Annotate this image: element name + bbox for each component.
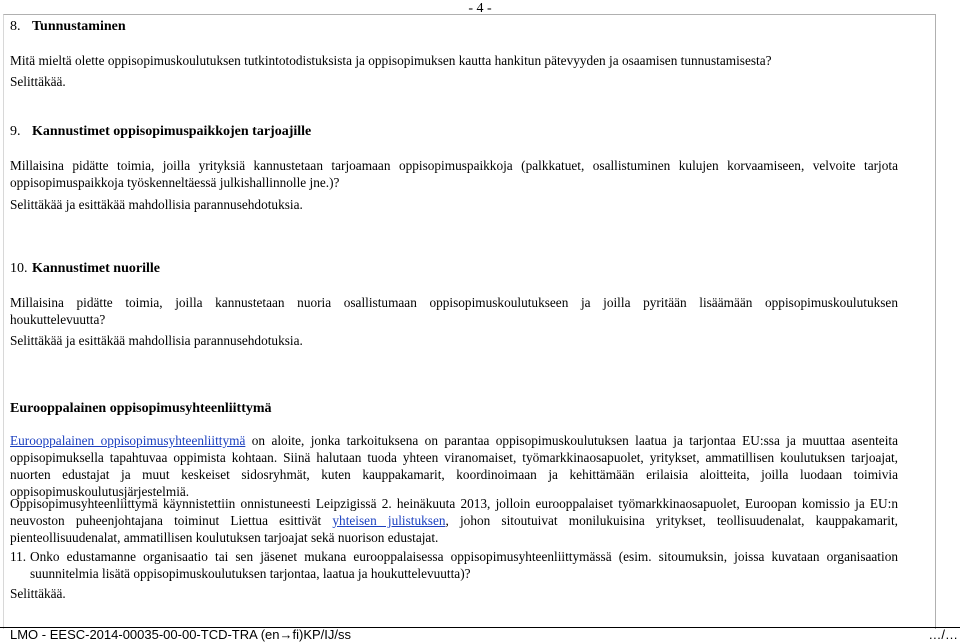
page-continuation: …/… <box>928 627 958 642</box>
section-8-title: Tunnustaminen <box>32 19 126 34</box>
section-11-question <box>10 548 898 582</box>
alliance-paragraph-1-line-1 <box>10 432 898 449</box>
alliance-paragraph-1-line-3: nuorten edustajat ja muut keskeiset sidosryhmät, kuten kauppakamarit, koordinoimaan ja kehittämään erilaisia aloitteita, joilla luodaan toimivia <box>10 467 898 482</box>
section-10-question-line-1: Millaisina pidätte toimia, joilla kannustetaan nuoria osallistumaan oppisopimuskoulutukseen ja joilla pyritään lisäämään oppisopimuskoulutuksen <box>10 295 898 310</box>
alliance-paragraph-1 <box>10 432 898 500</box>
alliance-paragraph-2-line-2-text-a: neuvoston puheenjohtajana toiminut Liettua esittivät <box>10 513 333 528</box>
alliance-title: Eurooppalainen oppisopimusyhteenliittymä <box>10 401 272 416</box>
section-11-number: 11. <box>10 549 27 564</box>
alliance-paragraph-1-line-2: oppisopimuksella tapahtuvaa oppimista kohtaan. Siinä halutaan tuoda yhteen viranomaiset, työmarkkinaosapuolet, yritykset, ammatillisen koulutuksen tarjoajat, <box>10 450 898 465</box>
alliance-paragraph-2-line-3: pienteollisuudenalat, ammatillisen koulutuksen tarjoajat sekä nuorison edustajat. <box>10 530 439 545</box>
section-10-title: Kannustimet nuorille <box>32 261 160 276</box>
alliance-paragraph-1-line-4: oppisopimuskoulutusjärjestelmiä. <box>10 484 190 499</box>
alliance-paragraph-1-line-1-text: on aloite, jonka tarkoituksena on parantaa oppisopimuskoulutuksen laatua ja tarjontaa EU:ssa ja muuttaa asenteita <box>245 433 898 448</box>
section-10-heading <box>10 260 160 278</box>
section-11-instruction: Selittäkää. <box>10 586 66 601</box>
alliance-paragraph-2-line-1: Oppisopimusyhteenliittymä käynnistettiin onnistuneesti Leipzigissä 2. heinäkuuta 2013, jolloin eurooppalaiset työmarkkinaosapuolet, Euroopan komissio ja EU:n <box>10 496 898 511</box>
section-8-instruction: Selittäkää. <box>10 74 66 89</box>
joint-declaration-link[interactable]: yhteisen julistuksen <box>332 513 446 528</box>
section-9-instruction: Selittäkää ja esittäkää mahdollisia parannusehdotuksia. <box>10 197 303 212</box>
section-10-number: 10. <box>10 261 28 276</box>
alliance-paragraph-2-line-2 <box>10 512 898 529</box>
alliance-paragraph-2-line-2-text-b: , johon sitoutuivat monilukuisina yritykset, teollisuudenalat, kauppakamarit, <box>445 513 898 528</box>
section-9-heading <box>10 123 311 141</box>
section-10-instruction: Selittäkää ja esittäkää mahdollisia parannusehdotuksia. <box>10 333 303 348</box>
alliance-link[interactable]: Eurooppalainen oppisopimusyhteenliittymä <box>10 433 246 448</box>
section-8-heading <box>10 18 126 36</box>
section-9-number: 9. <box>10 124 21 139</box>
page-number: - 4 - <box>468 1 492 16</box>
section-9-question-line-1: Millaisina pidätte toimia, joilla yrityksiä kannustetaan tarjoamaan oppisopimuspaikkoja (palkkatuet, osallistuminen kulujen korvaamiseen, velvoite tarjota <box>10 158 898 173</box>
document-reference: LMO - EESC-2014-00035-00-00-TCD-TRA (en→fi)KP/IJ/ss <box>10 627 351 642</box>
section-8-question: Mitä mieltä olette oppisopimuskoulutuksen tutkintotodistuksista ja oppisopimuksen kautta hankitun pätevyyden ja osaamisen tunnustamisesta? <box>10 53 772 68</box>
section-8-number: 8. <box>10 19 21 34</box>
section-9-question-line-2: oppisopimuspaikkoja työskenneltäessä julkishallinnolle jne.)? <box>10 175 340 190</box>
section-9-question <box>10 157 898 191</box>
section-10-question <box>10 294 898 328</box>
section-11-question-line-2: suunnitelmia lisätä oppisopimuskoulutuksen tarjontaa, laatua ja houkuttelevuutta)? <box>30 566 471 581</box>
alliance-paragraph-2 <box>10 495 898 546</box>
section-10-question-line-2: houkuttelevuutta? <box>10 312 106 327</box>
section-11-question-line-1: Onko edustamanne organisaatio tai sen jäsenet mukana eurooppalaisessa oppisopimusyhteenliittymässä (esim. sitoumuksin, joissa kuvataan organisaation <box>30 549 898 564</box>
section-9-title: Kannustimet oppisopimuspaikkojen tarjoajille <box>32 124 312 139</box>
